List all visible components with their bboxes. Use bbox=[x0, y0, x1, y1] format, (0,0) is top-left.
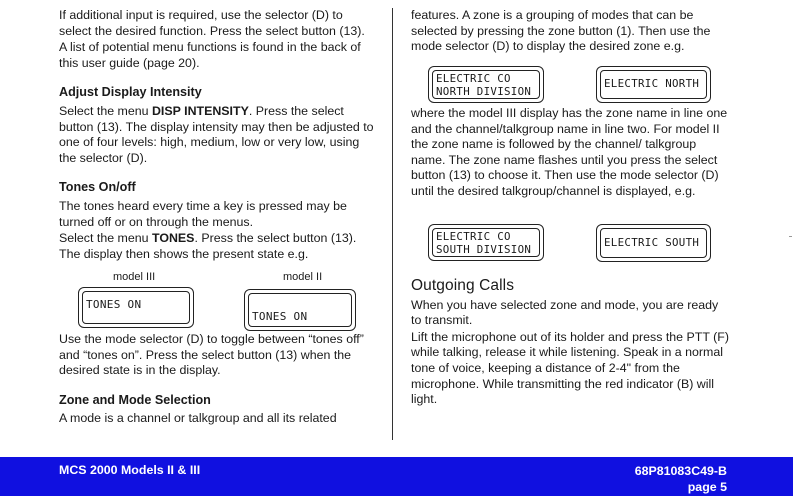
footer-doc-number: 68P81083C49-B bbox=[634, 464, 727, 478]
display-tones-model-ii-text: TONES ON bbox=[248, 293, 352, 327]
left-column bbox=[59, 8, 377, 263]
heading-tones: Tones On/off bbox=[59, 180, 136, 195]
intro-paragraph-2: A list of potential menu functions is found in the back of this user guide (page 20). bbox=[59, 40, 361, 70]
page-footer bbox=[0, 457, 793, 496]
display-north-model-iii bbox=[428, 66, 544, 103]
column-divider bbox=[392, 8, 393, 440]
footer-right bbox=[635, 463, 727, 495]
right-column-lower bbox=[411, 268, 731, 409]
display-tones-model-iii-text: TONES ON bbox=[82, 291, 190, 324]
edge-mark bbox=[789, 236, 792, 237]
display-north-model-ii-text: ELECTRIC NORTH bbox=[600, 70, 707, 99]
display-south-model-ii-text: ELECTRIC SOUTH bbox=[600, 228, 707, 258]
right-column-middle bbox=[411, 106, 731, 201]
display-south-model-iii-text: ELECTRIC CO SOUTH DIVISION bbox=[432, 228, 540, 257]
display-intensity-paragraph: Select the menu DISP INTENSITY. Press the select button (13). The display intensity may then be adjusted to one of four levels: high, medium, low or very low, using the selector (D). bbox=[59, 103, 374, 165]
outgoing-paragraph-1: When you have selected zone and mode, you are ready to transmit. bbox=[411, 297, 719, 328]
model-iii-label: model III bbox=[113, 271, 156, 283]
intro-paragraph-1: If additional input is required, use the selector (D) to select the desired function. Press the select button (13). bbox=[59, 8, 365, 38]
display-south-model-ii bbox=[596, 224, 711, 262]
heading-zone-mode: Zone and Mode Selection bbox=[59, 392, 211, 407]
tones-paragraph-2: Select the menu TONES. Press the select button (13). The display then shows the present state e.g. bbox=[59, 231, 357, 261]
display-north-model-ii bbox=[596, 66, 711, 103]
tones-paragraph-3: Use the mode selector (D) to toggle between “tones off” and “tones on”. Press the select button (13) when the desired state is in the display. bbox=[59, 332, 364, 378]
display-tones-model-ii bbox=[244, 289, 356, 331]
heading-outgoing-calls: Outgoing Calls bbox=[411, 277, 515, 294]
tones-paragraph-1: The tones heard every time a key is pressed may be turned off or on through the menus. bbox=[59, 198, 347, 229]
display-tones-model-iii bbox=[78, 287, 194, 328]
outgoing-paragraph-2: Lift the microphone out of its holder and press the PTT (F) while talking, release it while listening. Speak in a normal tone of voice, keeping a distance of 2-4" from the microphone. While transmitting the red indicator (B) will light. bbox=[411, 329, 729, 407]
zone-paragraph-2: features. A zone is a grouping of modes that can be selected by pressing the zone button (1). Then use the mode selector (D) to display the desired zone e.g. bbox=[411, 8, 711, 54]
display-north-model-iii-text: ELECTRIC CO NORTH DIVISION bbox=[432, 70, 540, 99]
zone-paragraph-1: A mode is a channel or talkgroup and all its related bbox=[59, 411, 337, 426]
right-column bbox=[411, 8, 731, 56]
heading-display-intensity: Adjust Display Intensity bbox=[59, 85, 202, 100]
display-south-model-iii bbox=[428, 224, 544, 261]
zone-paragraph-3: where the model III display has the zone name in line one and the channel/talkgroup name in line two. For model II the zone name is followed by the channel/ talkgroup name. The zone name flashes until you press the select button (13) to choose it. Then use the mode selector (D) until the desired talkgroup/channel is displayed, e.g. bbox=[411, 106, 728, 198]
footer-title: MCS 2000 Models II & III bbox=[59, 463, 201, 477]
footer-page-number: page 5 bbox=[687, 480, 727, 494]
left-column-lower bbox=[59, 332, 377, 428]
model-ii-label: model II bbox=[283, 271, 323, 283]
